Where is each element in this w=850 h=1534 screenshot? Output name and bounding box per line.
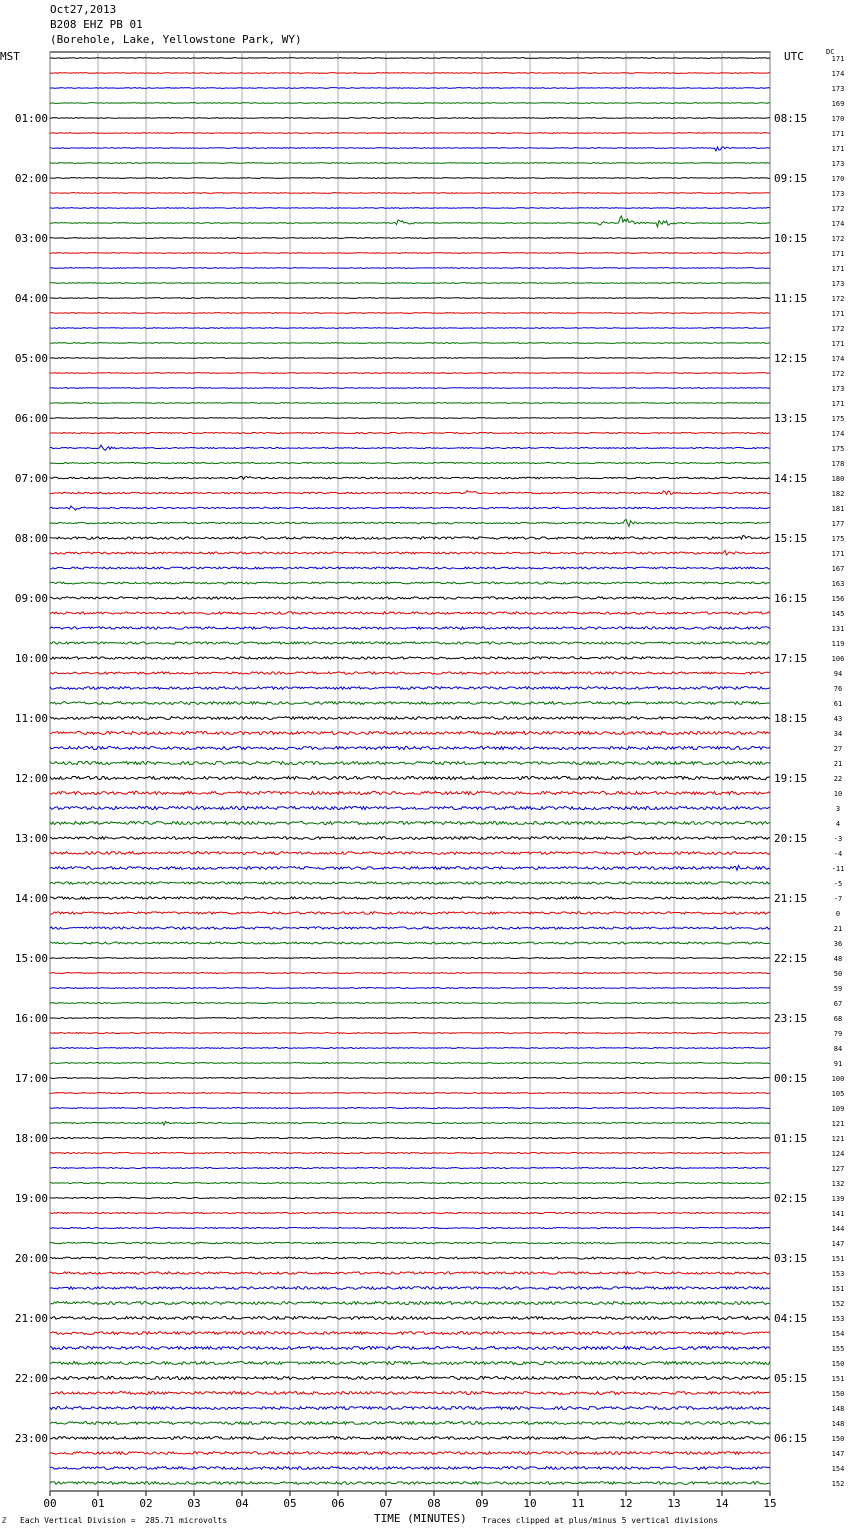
seismic-trace xyxy=(50,582,770,584)
dc-value: 172 xyxy=(831,235,845,243)
dc-value: 153 xyxy=(831,1270,845,1278)
mst-hour-label: 02:00 xyxy=(14,172,48,185)
seismic-trace xyxy=(50,462,770,463)
seismic-trace xyxy=(50,791,770,794)
dc-value: 139 xyxy=(831,1195,845,1203)
dc-value: -11 xyxy=(831,865,845,873)
scale-note: Each Vertical Division = 285.71 microvolts xyxy=(20,1516,228,1525)
x-tick-label: 13 xyxy=(667,1497,681,1510)
dc-value: 153 xyxy=(831,1315,845,1323)
dc-value: 171 xyxy=(831,265,845,273)
dc-value: 181 xyxy=(831,505,845,513)
seismic-trace xyxy=(50,717,770,720)
mst-hour-label: 07:00 xyxy=(14,472,48,485)
dc-value: 79 xyxy=(833,1030,843,1038)
dc-value: 121 xyxy=(831,1120,845,1128)
seismic-trace xyxy=(50,298,770,299)
seismic-trace xyxy=(50,761,770,764)
dc-value: 171 xyxy=(831,400,845,408)
dc-value: 182 xyxy=(831,490,845,498)
dc-value: 156 xyxy=(831,595,845,603)
dc-value: 171 xyxy=(831,340,845,348)
seismic-trace xyxy=(50,1422,770,1425)
dc-value: 152 xyxy=(831,1300,845,1308)
seismic-trace xyxy=(50,373,770,374)
utc-hour-label: 10:15 xyxy=(774,232,808,245)
dc-value: 22 xyxy=(833,775,843,783)
seismic-trace xyxy=(50,536,770,540)
dc-value: 121 xyxy=(831,1135,845,1143)
seismic-trace xyxy=(50,1467,770,1470)
utc-hour-label: 22:15 xyxy=(774,952,808,965)
seismic-trace xyxy=(50,597,770,599)
mst-hour-label: 10:00 xyxy=(14,652,48,665)
utc-hour-label: 03:15 xyxy=(774,1252,808,1265)
dc-value: 174 xyxy=(831,355,845,363)
dc-value: 141 xyxy=(831,1210,845,1218)
utc-hour-label: 19:15 xyxy=(774,772,808,785)
dc-value: 175 xyxy=(831,535,845,543)
dc-value: 84 xyxy=(833,1045,843,1053)
utc-hour-label: 04:15 xyxy=(774,1312,808,1325)
dc-value: 106 xyxy=(831,655,845,663)
dc-value: 151 xyxy=(831,1375,845,1383)
utc-hour-label: 21:15 xyxy=(774,892,808,905)
seismic-trace xyxy=(50,193,770,194)
dc-value: 174 xyxy=(831,220,845,228)
x-tick-label: 06 xyxy=(331,1497,345,1510)
seismic-trace xyxy=(50,942,770,944)
seismic-trace xyxy=(50,958,770,959)
seismic-trace xyxy=(50,1287,770,1290)
utc-hour-label: 11:15 xyxy=(774,292,808,305)
utc-hour-label: 06:15 xyxy=(774,1432,808,1445)
seismic-trace xyxy=(50,927,770,929)
seismic-trace xyxy=(50,627,770,630)
seismic-trace xyxy=(50,1452,770,1455)
utc-hour-label: 14:15 xyxy=(774,472,808,485)
dc-value: 109 xyxy=(831,1105,845,1113)
seismic-trace xyxy=(50,163,770,164)
seismic-trace xyxy=(50,702,770,705)
mst-hour-label: 20:00 xyxy=(14,1252,48,1265)
dc-value: 148 xyxy=(831,1420,845,1428)
seismic-trace xyxy=(50,642,770,644)
dc-value: 132 xyxy=(831,1180,845,1188)
dc-value: 172 xyxy=(831,205,845,213)
dc-value: 147 xyxy=(831,1450,845,1458)
utc-hour-label: 23:15 xyxy=(774,1012,808,1025)
seismic-trace xyxy=(50,988,770,989)
dc-value: 171 xyxy=(831,250,845,258)
utc-hour-label: 08:15 xyxy=(774,112,808,125)
seismic-trace xyxy=(50,103,770,104)
utc-hour-label: 00:15 xyxy=(774,1072,808,1085)
dc-value: 3 xyxy=(835,805,841,813)
seismic-trace xyxy=(50,1407,770,1410)
seismic-trace xyxy=(50,776,770,779)
dc-value: 76 xyxy=(833,685,843,693)
seismic-trace xyxy=(50,882,770,884)
seismic-trace xyxy=(50,403,770,404)
seismic-trace xyxy=(50,178,770,179)
utc-hour-label: 15:15 xyxy=(774,532,808,545)
utc-hour-label: 16:15 xyxy=(774,592,808,605)
mst-hour-label: 08:00 xyxy=(14,532,48,545)
seismic-trace xyxy=(50,746,770,749)
mst-hour-label: 22:00 xyxy=(14,1372,48,1385)
station-id: B208 EHZ PB 01 xyxy=(50,18,143,31)
seismic-trace xyxy=(50,88,770,89)
dc-value: -3 xyxy=(833,835,843,843)
dc-value: 173 xyxy=(831,385,845,393)
seismic-trace xyxy=(50,865,770,870)
dc-value: 91 xyxy=(833,1060,843,1068)
dc-value: 175 xyxy=(831,445,845,453)
dc-value: 94 xyxy=(833,670,843,678)
seismic-trace xyxy=(50,1227,770,1228)
dc-value: 59 xyxy=(833,985,843,993)
seismic-trace xyxy=(50,1078,770,1079)
dc-value: 127 xyxy=(831,1165,845,1173)
seismic-trace xyxy=(50,1361,770,1364)
dc-value: 171 xyxy=(831,550,845,558)
mst-hour-label: 23:00 xyxy=(14,1432,48,1445)
mst-label: MST xyxy=(0,50,20,63)
dc-value: 154 xyxy=(831,1330,845,1338)
dc-value: 27 xyxy=(833,745,843,753)
dc-value: 10 xyxy=(833,790,843,798)
seismic-trace xyxy=(50,328,770,329)
dc-value: 4 xyxy=(835,820,841,828)
seismic-trace xyxy=(50,445,770,450)
seismic-trace xyxy=(50,657,770,659)
seismic-trace xyxy=(50,506,770,510)
seismic-trace xyxy=(50,806,770,809)
dc-value: 68 xyxy=(833,1015,843,1023)
dc-value: 154 xyxy=(831,1465,845,1473)
x-tick-label: 03 xyxy=(187,1497,201,1510)
dc-value: -5 xyxy=(833,880,843,888)
seismic-trace xyxy=(50,1108,770,1109)
x-tick-label: 02 xyxy=(139,1497,153,1510)
dc-value: 105 xyxy=(831,1090,845,1098)
dc-value: 150 xyxy=(831,1390,845,1398)
dc-value: 48 xyxy=(833,955,843,963)
dc-value: 119 xyxy=(831,640,845,648)
dc-value: 169 xyxy=(831,100,845,108)
seismic-trace xyxy=(50,253,770,254)
x-tick-label: 14 xyxy=(715,1497,729,1510)
dc-value: 152 xyxy=(831,1480,845,1488)
utc-hour-label: 01:15 xyxy=(774,1132,808,1145)
chart-date: Oct27,2013 xyxy=(50,3,117,16)
seismic-trace xyxy=(50,1212,770,1213)
seismic-trace xyxy=(50,1197,770,1198)
mst-hour-label: 17:00 xyxy=(14,1072,48,1085)
dc-value: 167 xyxy=(831,565,845,573)
mst-hour-label: 06:00 xyxy=(14,412,48,425)
seismic-trace xyxy=(50,1003,770,1004)
seismic-trace xyxy=(50,1346,770,1349)
seismic-trace xyxy=(50,216,770,227)
dc-value: 172 xyxy=(831,370,845,378)
seismic-trace xyxy=(50,1048,770,1049)
dc-value: 170 xyxy=(831,175,845,183)
seismic-trace xyxy=(50,208,770,209)
utc-hour-label: 05:15 xyxy=(774,1372,808,1385)
seismic-trace xyxy=(50,1317,770,1320)
dc-value: 163 xyxy=(831,580,845,588)
dc-value: 150 xyxy=(831,1360,845,1368)
dc-value: 145 xyxy=(831,610,845,618)
dc-value: 178 xyxy=(831,460,845,468)
dc-value: 124 xyxy=(831,1150,845,1158)
seismic-trace xyxy=(50,973,770,974)
seismic-trace xyxy=(50,476,770,479)
seismic-trace xyxy=(50,1482,770,1485)
clip-note: Traces clipped at plus/minus 5 vertical divisions xyxy=(482,1516,719,1525)
seismic-trace xyxy=(50,268,770,269)
seismic-trace xyxy=(50,612,770,614)
seismic-trace xyxy=(50,1018,770,1019)
dc-value: 144 xyxy=(831,1225,845,1233)
seismic-trace xyxy=(50,283,770,284)
utc-hour-label: 20:15 xyxy=(774,832,808,845)
x-tick-label: 12 xyxy=(619,1497,633,1510)
dc-value: 171 xyxy=(831,130,845,138)
dc-value: 171 xyxy=(831,145,845,153)
x-tick-label: 15 xyxy=(763,1497,777,1510)
mst-hour-label: 04:00 xyxy=(14,292,48,305)
dc-value: 147 xyxy=(831,1240,845,1248)
seismic-trace xyxy=(50,1137,770,1138)
x-tick-label: 08 xyxy=(427,1497,441,1510)
seismic-trace xyxy=(50,1093,770,1094)
dc-value: 50 xyxy=(833,970,843,978)
dc-value: 34 xyxy=(833,730,843,738)
seismic-trace xyxy=(50,343,770,344)
dc-value: 21 xyxy=(833,925,843,933)
x-axis-title: TIME (MINUTES) xyxy=(374,1512,467,1525)
dc-value: 175 xyxy=(831,415,845,423)
seismic-trace xyxy=(50,358,770,359)
dc-value: 174 xyxy=(831,70,845,78)
seismic-trace xyxy=(50,1167,770,1168)
dc-value: 100 xyxy=(831,1075,845,1083)
seismic-trace xyxy=(50,837,770,840)
dc-value: 151 xyxy=(831,1255,845,1263)
mst-hour-label: 11:00 xyxy=(14,712,48,725)
x-tick-label: 00 xyxy=(43,1497,57,1510)
seismic-trace xyxy=(50,491,770,495)
seismic-trace xyxy=(50,238,770,239)
x-tick-label: 07 xyxy=(379,1497,393,1510)
dc-value: 0 xyxy=(835,910,841,918)
station-location: (Borehole, Lake, Yellowstone Park, WY) xyxy=(50,33,302,46)
seismic-trace xyxy=(50,147,770,151)
seismic-trace xyxy=(50,1257,770,1259)
seismic-trace xyxy=(50,1332,770,1335)
seismic-trace xyxy=(50,519,770,526)
seismic-trace xyxy=(50,432,770,433)
utc-hour-label: 18:15 xyxy=(774,712,808,725)
seismic-trace xyxy=(50,418,770,419)
mst-hour-label: 18:00 xyxy=(14,1132,48,1145)
seismic-trace xyxy=(50,58,770,59)
seismic-trace xyxy=(50,1152,770,1153)
seismic-trace xyxy=(50,672,770,674)
seismic-trace xyxy=(50,1182,770,1183)
seismic-trace xyxy=(50,1302,770,1305)
mst-hour-label: 19:00 xyxy=(14,1192,48,1205)
x-tick-label: 11 xyxy=(571,1497,585,1510)
utc-hour-label: 13:15 xyxy=(774,412,808,425)
mst-hour-label: 01:00 xyxy=(14,112,48,125)
mst-hour-label: 03:00 xyxy=(14,232,48,245)
dc-value: 170 xyxy=(831,115,845,123)
dc-value: -4 xyxy=(833,850,843,858)
seismic-trace xyxy=(50,912,770,914)
x-tick-label: 09 xyxy=(475,1497,489,1510)
dc-value: 150 xyxy=(831,1435,845,1443)
dc-value: 43 xyxy=(833,715,843,723)
dc-value: 172 xyxy=(831,295,845,303)
seismic-trace xyxy=(50,731,770,734)
seismic-trace xyxy=(50,1063,770,1064)
seismic-trace xyxy=(50,551,770,555)
seismic-trace xyxy=(50,313,770,314)
mst-hour-label: 05:00 xyxy=(14,352,48,365)
seismic-trace xyxy=(50,1376,770,1379)
dc-value: 151 xyxy=(831,1285,845,1293)
logo-mark: ℤ xyxy=(2,1516,7,1525)
seismic-trace xyxy=(50,897,770,899)
dc-value: -7 xyxy=(833,895,843,903)
dc-value: 61 xyxy=(833,700,843,708)
dc-value: 180 xyxy=(831,475,845,483)
mst-hour-label: 14:00 xyxy=(14,892,48,905)
seismic-trace xyxy=(50,1033,770,1034)
x-tick-label: 01 xyxy=(91,1497,105,1510)
utc-label: UTC xyxy=(784,50,804,63)
dc-value: 171 xyxy=(831,310,845,318)
dc-value: 173 xyxy=(831,160,845,168)
dc-value: 36 xyxy=(833,940,843,948)
x-tick-label: 04 xyxy=(235,1497,249,1510)
mst-hour-label: 15:00 xyxy=(14,952,48,965)
dc-value: 172 xyxy=(831,325,845,333)
mst-hour-label: 13:00 xyxy=(14,832,48,845)
seismic-trace xyxy=(50,852,770,855)
utc-hour-label: 02:15 xyxy=(774,1192,808,1205)
x-tick-label: 10 xyxy=(523,1497,537,1510)
seismic-trace xyxy=(50,1272,770,1274)
utc-hour-label: 12:15 xyxy=(774,352,808,365)
dc-value: 67 xyxy=(833,1000,843,1008)
seismic-trace xyxy=(50,687,770,690)
seismic-trace xyxy=(50,133,770,134)
seismic-trace xyxy=(50,1242,770,1244)
dc-value: 177 xyxy=(831,520,845,528)
utc-hour-label: 17:15 xyxy=(774,652,808,665)
mst-hour-label: 09:00 xyxy=(14,592,48,605)
seismic-trace xyxy=(50,388,770,389)
seismic-trace xyxy=(50,1121,770,1125)
dc-value: 173 xyxy=(831,85,845,93)
dc-value: 155 xyxy=(831,1345,845,1353)
dc-value: 173 xyxy=(831,190,845,198)
dc-value: 173 xyxy=(831,280,845,288)
mst-hour-label: 16:00 xyxy=(14,1012,48,1025)
mst-hour-label: 12:00 xyxy=(14,772,48,785)
seismic-trace xyxy=(50,118,770,119)
seismic-trace xyxy=(50,1437,770,1440)
seismic-trace xyxy=(50,1392,770,1395)
dc-value: 174 xyxy=(831,430,845,438)
utc-hour-label: 09:15 xyxy=(774,172,808,185)
dc-value: 21 xyxy=(833,760,843,768)
dc-value: 131 xyxy=(831,625,845,633)
mst-hour-label: 21:00 xyxy=(14,1312,48,1325)
seismic-trace xyxy=(50,73,770,74)
dc-value: 171 xyxy=(831,55,845,63)
dc-label: DC xyxy=(826,48,835,56)
seismic-trace xyxy=(50,567,770,569)
dc-value: 148 xyxy=(831,1405,845,1413)
x-tick-label: 05 xyxy=(283,1497,297,1510)
seismic-trace xyxy=(50,821,770,824)
